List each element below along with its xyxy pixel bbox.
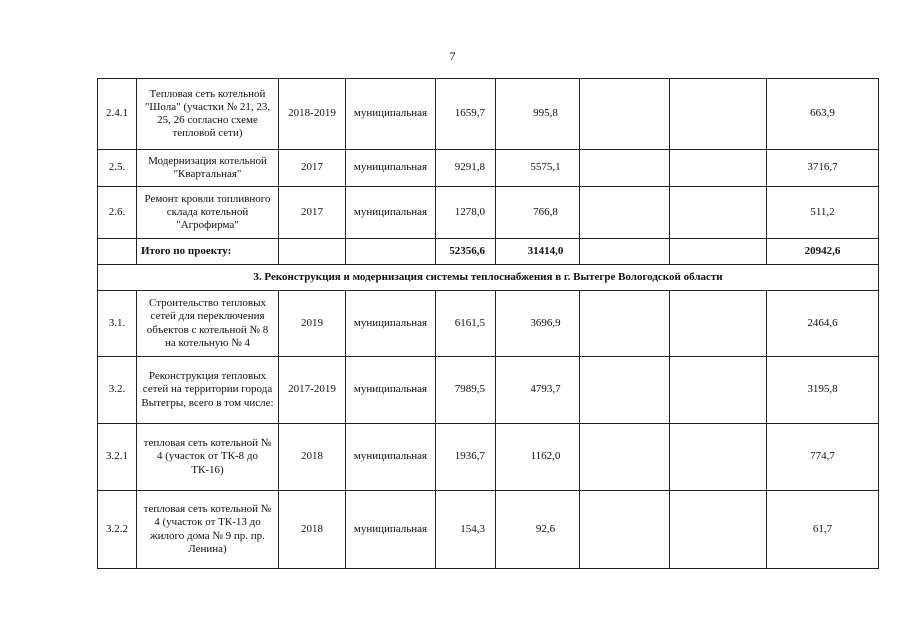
row-col4 [670, 491, 767, 569]
row-col3 [580, 424, 670, 491]
section-title: 3. Реконструкция и модернизация системы теплоснабжения в г. Вытегре Вологодской области [98, 265, 879, 291]
total-empty [346, 239, 436, 265]
row-number: 3.2.1 [98, 424, 137, 491]
row-total: 6161,5 [436, 291, 496, 357]
row-description: тепловая сеть котельной № 4 (участок от ТК-8 до ТК-16) [137, 424, 279, 491]
section-row [98, 265, 879, 291]
row-type: муниципальная [346, 187, 436, 239]
row-type: муниципальная [346, 424, 436, 491]
row-col5: 2464,6 [767, 291, 879, 357]
row-col3 [580, 491, 670, 569]
row-number: 2.4.1 [98, 79, 137, 150]
row-col4 [670, 357, 767, 424]
total-label: Итого по проекту: [137, 239, 279, 265]
row-col3 [580, 79, 670, 150]
row-total: 1278,0 [436, 187, 496, 239]
program-table [97, 78, 879, 569]
row-number: 2.5. [98, 150, 137, 187]
table-row [98, 357, 879, 424]
row-col2: 92,6 [496, 491, 580, 569]
row-type: муниципальная [346, 291, 436, 357]
row-col5: 511,2 [767, 187, 879, 239]
row-col2: 766,8 [496, 187, 580, 239]
row-period: 2018 [279, 491, 346, 569]
row-col4 [670, 79, 767, 150]
row-col4 [670, 150, 767, 187]
row-type: муниципальная [346, 491, 436, 569]
row-description: тепловая сеть котельной № 4 (участок от ТК-13 до жилого дома № 9 пр. пр. Ленина) [137, 491, 279, 569]
row-description: Ремонт кровли топливного склада котельной "Агрофирма" [137, 187, 279, 239]
row-period: 2019 [279, 291, 346, 357]
row-description: Реконструкция тепловых сетей на территории города Вытегры, всего в том числе: [137, 357, 279, 424]
row-col4 [670, 291, 767, 357]
total-sum: 52356,6 [436, 239, 496, 265]
page-number: 7 [449, 49, 456, 63]
row-total: 9291,8 [436, 150, 496, 187]
total-empty [670, 239, 767, 265]
row-col3 [580, 291, 670, 357]
row-period: 2017 [279, 150, 346, 187]
row-type: муниципальная [346, 79, 436, 150]
row-col2: 1162,0 [496, 424, 580, 491]
row-col2: 4793,7 [496, 357, 580, 424]
row-col3 [580, 357, 670, 424]
row-col2: 3696,9 [496, 291, 580, 357]
total-empty [279, 239, 346, 265]
table-row [98, 424, 879, 491]
row-total: 154,3 [436, 491, 496, 569]
table-row [98, 491, 879, 569]
total-empty [98, 239, 137, 265]
row-number: 3.2. [98, 357, 137, 424]
total-row [98, 239, 879, 265]
row-col4 [670, 187, 767, 239]
row-period: 2018 [279, 424, 346, 491]
row-type: муниципальная [346, 150, 436, 187]
row-col3 [580, 150, 670, 187]
row-total: 7989,5 [436, 357, 496, 424]
row-total: 1659,7 [436, 79, 496, 150]
total-col2: 31414,0 [496, 239, 580, 265]
row-description: Тепловая сеть котельной "Шола" (участки № 21, 23, 25, 26 согласно схеме тепловой сети) [137, 79, 279, 150]
row-description: Модернизация котельной "Квартальная" [137, 150, 279, 187]
total-col5: 20942,6 [767, 239, 879, 265]
row-number: 3.2.2 [98, 491, 137, 569]
row-type: муниципальная [346, 357, 436, 424]
row-col3 [580, 187, 670, 239]
table-row [98, 187, 879, 239]
row-period: 2018-2019 [279, 79, 346, 150]
row-period: 2017-2019 [279, 357, 346, 424]
row-number: 3.1. [98, 291, 137, 357]
table-row [98, 79, 879, 150]
row-description: Строительство тепловых сетей для переключения объектов с котельной № 8 на котельную № 4 [137, 291, 279, 357]
row-col5: 61,7 [767, 491, 879, 569]
row-col2: 995,8 [496, 79, 580, 150]
row-number: 2.6. [98, 187, 137, 239]
table-row [98, 150, 879, 187]
row-col4 [670, 424, 767, 491]
row-col5: 3195,8 [767, 357, 879, 424]
row-col2: 5575,1 [496, 150, 580, 187]
total-empty [580, 239, 670, 265]
row-col5: 663,9 [767, 79, 879, 150]
row-total: 1936,7 [436, 424, 496, 491]
row-period: 2017 [279, 187, 346, 239]
row-col5: 3716,7 [767, 150, 879, 187]
table-row [98, 291, 879, 357]
row-col5: 774,7 [767, 424, 879, 491]
